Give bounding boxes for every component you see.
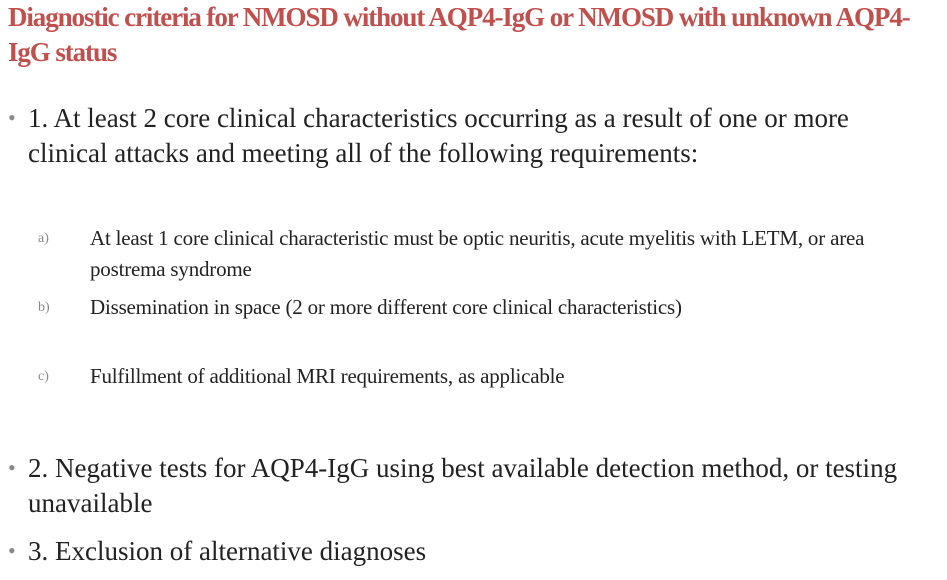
subitem-text: Dissemination in space (2 or more different core clinical characteristics)	[90, 295, 682, 319]
criterion-3-text: 3. Exclusion of alternative diagnoses	[28, 536, 427, 566]
subitem-marker: b)	[38, 300, 50, 315]
subitem-marker: c)	[38, 369, 49, 384]
criterion-1-text: 1. At least 2 core clinical characteristics occurring as a result of one or more clinical attacks and meeting all of the following requirements:	[28, 103, 849, 168]
subitem-text: Fulfillment of additional MRI requirements, as applicable	[90, 364, 565, 388]
criterion-2-text: 2. Negative tests for AQP4-IgG using best available detection method, or testing unavailable	[28, 453, 898, 518]
bullet-icon: •	[8, 455, 16, 480]
subitem-marker: a)	[38, 231, 49, 246]
subitem-text: At least 1 core clinical characteristic must be optic neuritis, acute myelitis with LETM, or area postrema syndrome	[90, 226, 865, 281]
bullet-icon: •	[8, 105, 16, 130]
slide-title: Diagnostic criteria for NMOSD without AQP4-IgG or NMOSD with unknown AQP4-IgG status	[8, 2, 910, 67]
bullet-icon: •	[8, 538, 16, 563]
